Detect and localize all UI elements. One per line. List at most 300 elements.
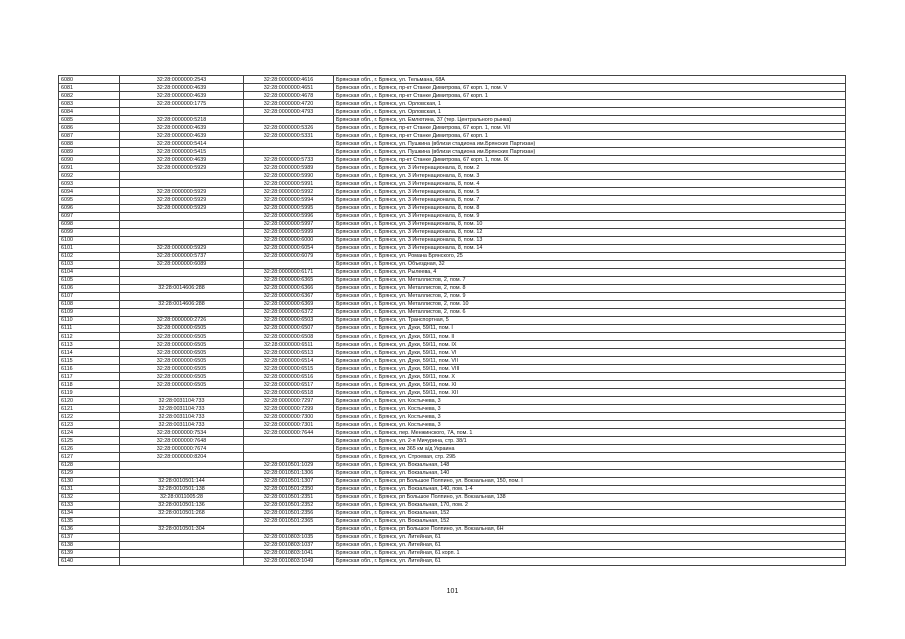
- object-cadastral-number-cell: 32:28:0000000:6000: [244, 236, 334, 244]
- row-number-cell: 6119: [59, 389, 120, 397]
- row-number-cell: 6128: [59, 461, 120, 469]
- address-cell: Брянская обл., г. Брянск, ул. 3 Интернационала, 8, пом. 2: [334, 164, 846, 172]
- parcel-cadastral-number-cell: 32:28:0000000:6505: [120, 333, 244, 341]
- table-row: [59, 84, 846, 92]
- address-cell: Брянская обл., г. Брянск, ул. Объездная, 32: [334, 260, 846, 268]
- row-number-cell: 6125: [59, 437, 120, 445]
- table-row: [59, 501, 846, 509]
- row-number-cell: 6139: [59, 549, 120, 557]
- address-cell: Брянская обл., г. Брянск, ул. Дуки, 59/11, пом. X: [334, 373, 846, 381]
- table-row: [59, 341, 846, 349]
- parcel-cadastral-number-cell: 32:28:0000000:6505: [120, 341, 244, 349]
- table-row: [59, 284, 846, 292]
- object-cadastral-number-cell: 32:28:0000000:7299: [244, 405, 334, 413]
- row-number-cell: 6123: [59, 421, 120, 429]
- address-cell: Брянская обл., г. Брянск, ул. Литейная, 61 корп. 1: [334, 549, 846, 557]
- row-number-cell: 6101: [59, 244, 120, 252]
- address-cell: Брянская обл., г. Брянск, ул. Литейная, 61: [334, 541, 846, 549]
- address-cell: Брянская обл., г. Брянск, ул. Дуки, 59/11, пом. I: [334, 324, 846, 332]
- parcel-cadastral-number-cell: 32:28:0000000:4639: [120, 156, 244, 164]
- address-cell: Брянская обл., г. Брянск, ул. Вокзальная, 140, пом. 1-4: [334, 485, 846, 493]
- address-cell: Брянская обл., г. Брянск, пр-кт Станке Димитрова, 67 корп. 1, пом. V: [334, 84, 846, 92]
- table-row: [59, 549, 846, 557]
- parcel-cadastral-number-cell: 32:28:0000000:7648: [120, 437, 244, 445]
- row-number-cell: 6096: [59, 204, 120, 212]
- parcel-cadastral-number-cell: 32:28:0031104:733: [120, 405, 244, 413]
- object-cadastral-number-cell: [244, 525, 334, 533]
- parcel-cadastral-number-cell: 32:28:0000000:5929: [120, 244, 244, 252]
- table-row: [59, 413, 846, 421]
- object-cadastral-number-cell: 32:28:0000000:5733: [244, 156, 334, 164]
- parcel-cadastral-number-cell: 32:28:0000000:5737: [120, 252, 244, 260]
- address-cell: Брянская обл., г. Брянск, ул. Вокзальная, 140: [334, 469, 846, 477]
- row-number-cell: 6134: [59, 509, 120, 517]
- table-row: [59, 421, 846, 429]
- parcel-cadastral-number-cell: 32:28:0000000:4639: [120, 84, 244, 92]
- row-number-cell: 6089: [59, 148, 120, 156]
- row-number-cell: 6090: [59, 156, 120, 164]
- address-cell: Брянская обл., г. Брянск, ул. 3 Интернационала, 8, пом. 4: [334, 180, 846, 188]
- address-cell: Брянская обл., г. Брянск, ул. Литейная, 61: [334, 533, 846, 541]
- row-number-cell: 6131: [59, 485, 120, 493]
- parcel-cadastral-number-cell: [120, 389, 244, 397]
- table-row: [59, 429, 846, 437]
- parcel-cadastral-number-cell: 32:28:0000000:5929: [120, 196, 244, 204]
- object-cadastral-number-cell: 32:28:0000000:5989: [244, 164, 334, 172]
- address-cell: Брянская обл., г. Брянск, ул. Емлютина, 37 (тер. Центрального рынка): [334, 116, 846, 124]
- object-cadastral-number-cell: 32:28:0010501:2356: [244, 509, 334, 517]
- table-row: [59, 164, 846, 172]
- table-row: [59, 405, 846, 413]
- table-row: [59, 469, 846, 477]
- address-cell: Брянская обл., г. Брянск, ул. Костычева, 3: [334, 421, 846, 429]
- address-cell: Брянская обл., г. Брянск, км 365 км а/д Украина: [334, 445, 846, 453]
- parcel-cadastral-number-cell: 32:28:0000000:5929: [120, 204, 244, 212]
- parcel-cadastral-number-cell: 32:28:0031104:733: [120, 397, 244, 405]
- object-cadastral-number-cell: 32:28:0000000:6171: [244, 268, 334, 276]
- object-cadastral-number-cell: 32:28:0000000:6518: [244, 389, 334, 397]
- parcel-cadastral-number-cell: 32:28:0000000:6505: [120, 373, 244, 381]
- address-cell: Брянская обл., г. Брянск, ул. Вокзальная, 152: [334, 509, 846, 517]
- address-cell: Брянская обл., г. Брянск, ул. Орловская, 1: [334, 100, 846, 108]
- row-number-cell: 6080: [59, 76, 120, 84]
- object-cadastral-number-cell: 32:28:0010501:2351: [244, 493, 334, 501]
- row-number-cell: 6114: [59, 349, 120, 357]
- table-row: [59, 324, 846, 332]
- address-cell: Брянская обл., г. Брянск, ул. 3 Интернационала, 8, пом. 14: [334, 244, 846, 252]
- parcel-cadastral-number-cell: 32:28:0000000:6505: [120, 365, 244, 373]
- table-row: [59, 172, 846, 180]
- address-cell: Брянская обл., г. Брянск, пр-кт Станке Димитрова, 67 корп. 1: [334, 132, 846, 140]
- address-cell: Брянская обл., г. Брянск, ул. Транспортная, 5: [334, 316, 846, 324]
- parcel-cadastral-number-cell: 32:28:0000000:7534: [120, 429, 244, 437]
- row-number-cell: 6116: [59, 365, 120, 373]
- row-number-cell: 6115: [59, 357, 120, 365]
- parcel-cadastral-number-cell: 32:28:0000000:5218: [120, 116, 244, 124]
- parcel-cadastral-number-cell: 32:28:0000000:5929: [120, 164, 244, 172]
- row-number-cell: 6105: [59, 276, 120, 284]
- address-cell: Брянская обл., г. Брянск, рп Большое Полпино, ул. Вокзальная, 150, пом. I: [334, 477, 846, 485]
- parcel-cadastral-number-cell: 32:28:0000000:6505: [120, 349, 244, 357]
- row-number-cell: 6129: [59, 469, 120, 477]
- table-row: [59, 124, 846, 132]
- object-cadastral-number-cell: 32:28:0000000:6513: [244, 349, 334, 357]
- address-cell: Брянская обл., г. Брянск, ул. Вокзальная, 148: [334, 461, 846, 469]
- parcel-cadastral-number-cell: [120, 517, 244, 525]
- object-cadastral-number-cell: 32:28:0000000:6367: [244, 292, 334, 300]
- row-number-cell: 6092: [59, 172, 120, 180]
- object-cadastral-number-cell: [244, 453, 334, 461]
- row-number-cell: 6140: [59, 557, 120, 565]
- table-row: [59, 333, 846, 341]
- row-number-cell: 6127: [59, 453, 120, 461]
- parcel-cadastral-number-cell: 32:28:0010501:144: [120, 477, 244, 485]
- object-cadastral-number-cell: 32:28:0000000:7297: [244, 397, 334, 405]
- object-cadastral-number-cell: [244, 116, 334, 124]
- object-cadastral-number-cell: [244, 437, 334, 445]
- table-row: [59, 493, 846, 501]
- address-cell: Брянская обл., г. Брянск, ул. 3 Интернационала, 8, пом. 3: [334, 172, 846, 180]
- parcel-cadastral-number-cell: [120, 212, 244, 220]
- object-cadastral-number-cell: 32:28:0000000:5990: [244, 172, 334, 180]
- row-number-cell: 6106: [59, 284, 120, 292]
- address-cell: Брянская обл., г. Брянск, ул. Дуки, 59/11, пом. XI: [334, 381, 846, 389]
- object-cadastral-number-cell: 32:28:0010501:2352: [244, 501, 334, 509]
- parcel-cadastral-number-cell: 32:28:0031104:733: [120, 413, 244, 421]
- table-row: [59, 252, 846, 260]
- row-number-cell: 6113: [59, 341, 120, 349]
- object-cadastral-number-cell: 32:28:0000000:5996: [244, 212, 334, 220]
- row-number-cell: 6108: [59, 300, 120, 308]
- parcel-cadastral-number-cell: [120, 180, 244, 188]
- object-cadastral-number-cell: 32:28:0010803:1037: [244, 541, 334, 549]
- table-row: [59, 228, 846, 236]
- object-cadastral-number-cell: 32:28:0000000:6511: [244, 341, 334, 349]
- row-number-cell: 6091: [59, 164, 120, 172]
- object-cadastral-number-cell: 32:28:0010803:1049: [244, 557, 334, 565]
- object-cadastral-number-cell: 32:28:0000000:5999: [244, 228, 334, 236]
- row-number-cell: 6138: [59, 541, 120, 549]
- object-cadastral-number-cell: [244, 148, 334, 156]
- table-row: [59, 188, 846, 196]
- row-number-cell: 6136: [59, 525, 120, 533]
- address-cell: Брянская обл., г. Брянск, ул. Пушкина (вблизи стадиона им.Брянских Партизан): [334, 148, 846, 156]
- address-cell: Брянская обл., г. Брянск, рп Большое Полпино, ул. Вокзальная, 138: [334, 493, 846, 501]
- table-row: [59, 461, 846, 469]
- row-number-cell: 6111: [59, 324, 120, 332]
- object-cadastral-number-cell: 32:28:0000000:5331: [244, 132, 334, 140]
- object-cadastral-number-cell: 32:28:0000000:5994: [244, 196, 334, 204]
- address-cell: Брянская обл., г. Брянск, ул. Орловская, 1: [334, 108, 846, 116]
- table-row: [59, 268, 846, 276]
- row-number-cell: 6118: [59, 381, 120, 389]
- object-cadastral-number-cell: 32:28:0000000:4616: [244, 76, 334, 84]
- row-number-cell: 6135: [59, 517, 120, 525]
- row-number-cell: 6093: [59, 180, 120, 188]
- object-cadastral-number-cell: 32:28:0000000:5997: [244, 220, 334, 228]
- row-number-cell: 6109: [59, 308, 120, 316]
- table-row: [59, 541, 846, 549]
- object-cadastral-number-cell: 32:28:0000000:7300: [244, 413, 334, 421]
- parcel-cadastral-number-cell: [120, 268, 244, 276]
- row-number-cell: 6082: [59, 92, 120, 100]
- object-cadastral-number-cell: 32:28:0000000:5992: [244, 188, 334, 196]
- object-cadastral-number-cell: 32:28:0000000:4678: [244, 92, 334, 100]
- object-cadastral-number-cell: 32:28:0000000:5991: [244, 180, 334, 188]
- parcel-cadastral-number-cell: [120, 276, 244, 284]
- row-number-cell: 6130: [59, 477, 120, 485]
- table-row: [59, 260, 846, 268]
- parcel-cadastral-number-cell: 32:28:0000000:4639: [120, 124, 244, 132]
- address-cell: Брянская обл., г. Брянск, ул. Костычева, 3: [334, 413, 846, 421]
- table-row: [59, 381, 846, 389]
- address-cell: Брянская обл., г. Брянск, ул. 3 Интернационала, 8, пом. 10: [334, 220, 846, 228]
- table-row: [59, 349, 846, 357]
- address-cell: Брянская обл., г. Брянск, ул. Строевая, стр. 29Б: [334, 453, 846, 461]
- object-cadastral-number-cell: 32:28:0010501:2365: [244, 517, 334, 525]
- parcel-cadastral-number-cell: [120, 308, 244, 316]
- object-cadastral-number-cell: 32:28:0000000:7301: [244, 421, 334, 429]
- row-number-cell: 6112: [59, 333, 120, 341]
- address-cell: Брянская обл., г. Брянск, ул. 3 Интернационала, 8, пом. 12: [334, 228, 846, 236]
- parcel-cadastral-number-cell: [120, 469, 244, 477]
- row-number-cell: 6121: [59, 405, 120, 413]
- parcel-cadastral-number-cell: 32:28:0000000:6505: [120, 357, 244, 365]
- address-cell: Брянская обл., г. Брянск, ул. 3 Интернационала, 8, пом. 5: [334, 188, 846, 196]
- object-cadastral-number-cell: 32:28:0000000:5326: [244, 124, 334, 132]
- table-row: [59, 92, 846, 100]
- object-cadastral-number-cell: 32:28:0010501:1029: [244, 461, 334, 469]
- parcel-cadastral-number-cell: [120, 549, 244, 557]
- object-cadastral-number-cell: 32:28:0000000:4720: [244, 100, 334, 108]
- parcel-cadastral-number-cell: 32:28:0011005:28: [120, 493, 244, 501]
- row-number-cell: 6084: [59, 108, 120, 116]
- object-cadastral-number-cell: [244, 140, 334, 148]
- object-cadastral-number-cell: 32:28:0000000:6369: [244, 300, 334, 308]
- table-row: [59, 220, 846, 228]
- address-cell: Брянская обл., г. Брянск, ул. 3 Интернационала, 8, пом. 9: [334, 212, 846, 220]
- address-cell: Брянская обл., г. Брянск, ул. Дуки, 59/11, пом. XII: [334, 389, 846, 397]
- address-cell: Брянская обл., г. Брянск, ул. Романа Брянского, 25: [334, 252, 846, 260]
- object-cadastral-number-cell: 32:28:0010803:1041: [244, 549, 334, 557]
- parcel-cadastral-number-cell: [120, 220, 244, 228]
- row-number-cell: 6126: [59, 445, 120, 453]
- address-cell: Брянская обл., г. Брянск, ул. Металлистов, 2, пом. 10: [334, 300, 846, 308]
- row-number-cell: 6102: [59, 252, 120, 260]
- object-cadastral-number-cell: 32:28:0000000:6503: [244, 316, 334, 324]
- table-row: [59, 132, 846, 140]
- table-row: [59, 276, 846, 284]
- page-number: 101: [446, 588, 459, 595]
- parcel-cadastral-number-cell: 32:28:0000000:2543: [120, 76, 244, 84]
- table-row: [59, 316, 846, 324]
- object-cadastral-number-cell: 32:28:0000000:6054: [244, 244, 334, 252]
- parcel-cadastral-number-cell: 32:28:0000000:4639: [120, 92, 244, 100]
- row-number-cell: 6087: [59, 132, 120, 140]
- table-row: [59, 236, 846, 244]
- table-row: [59, 365, 846, 373]
- table-row: [59, 100, 846, 108]
- table-row: [59, 517, 846, 525]
- address-cell: Брянская обл., г. Брянск, ул. Металлистов, 2, пом. 7: [334, 276, 846, 284]
- parcel-cadastral-number-cell: [120, 292, 244, 300]
- row-number-cell: 6110: [59, 316, 120, 324]
- address-cell: Брянская обл., г. Брянск, пр-кт Станке Димитрова, 67 корп. 1: [334, 92, 846, 100]
- parcel-cadastral-number-cell: [120, 557, 244, 565]
- row-number-cell: 6086: [59, 124, 120, 132]
- object-cadastral-number-cell: 32:28:0000000:6365: [244, 276, 334, 284]
- parcel-cadastral-number-cell: 32:28:0010501:268: [120, 509, 244, 517]
- address-cell: Брянская обл., г. Брянск, пр-кт Станке Димитрова, 67 корп. 1, пом. VII: [334, 124, 846, 132]
- object-cadastral-number-cell: 32:28:0000000:6514: [244, 357, 334, 365]
- table-row: [59, 300, 846, 308]
- parcel-cadastral-number-cell: 32:28:0014606:288: [120, 300, 244, 308]
- address-cell: Брянская обл., г. Брянск, ул. Пушкина (вблизи стадиона им.Брянских Партизан): [334, 140, 846, 148]
- address-cell: Брянская обл., г. Брянск, ул. Литейная, 61: [334, 557, 846, 565]
- table-row: [59, 373, 846, 381]
- row-number-cell: 6132: [59, 493, 120, 501]
- parcel-cadastral-number-cell: 32:28:0010501:304: [120, 525, 244, 533]
- table-row: [59, 108, 846, 116]
- table-row: [59, 437, 846, 445]
- address-cell: Брянская обл., г. Брянск, ул. Вокзальная, 152: [334, 517, 846, 525]
- address-cell: Брянская обл., г. Брянск, ул. Металлистов, 2, пом. 6: [334, 308, 846, 316]
- object-cadastral-number-cell: 32:28:0000000:5995: [244, 204, 334, 212]
- address-cell: Брянская обл., г. Брянск, ул. Дуки, 59/11, пом. VII: [334, 357, 846, 365]
- address-cell: Брянская обл., г. Брянск, ул. Рылеева, 4: [334, 268, 846, 276]
- parcel-cadastral-number-cell: [120, 541, 244, 549]
- address-cell: Брянская обл., г. Брянск, ул. Костычева, 3: [334, 397, 846, 405]
- address-cell: Брянская обл., г. Брянск, ул. Дуки, 59/11, пом. II: [334, 333, 846, 341]
- parcel-cadastral-number-cell: 32:28:0000000:6089: [120, 260, 244, 268]
- table-row: [59, 140, 846, 148]
- row-number-cell: 6088: [59, 140, 120, 148]
- object-cadastral-number-cell: 32:28:0000000:6515: [244, 365, 334, 373]
- parcel-cadastral-number-cell: [120, 236, 244, 244]
- table-row: [59, 389, 846, 397]
- object-cadastral-number-cell: 32:28:0000000:4793: [244, 108, 334, 116]
- parcel-cadastral-number-cell: [120, 108, 244, 116]
- parcel-cadastral-number-cell: 32:28:0000000:4639: [120, 132, 244, 140]
- object-cadastral-number-cell: 32:28:0000000:6517: [244, 381, 334, 389]
- parcel-cadastral-number-cell: 32:28:0000000:5414: [120, 140, 244, 148]
- table-row: [59, 148, 846, 156]
- cadastral-registry-table: [58, 75, 846, 566]
- parcel-cadastral-number-cell: 32:28:0000000:1775: [120, 100, 244, 108]
- object-cadastral-number-cell: 32:28:0010501:1307: [244, 477, 334, 485]
- registry-table-body: [59, 76, 846, 566]
- row-number-cell: 6133: [59, 501, 120, 509]
- row-number-cell: 6085: [59, 116, 120, 124]
- address-cell: Брянская обл., г. Брянск, ул. Тельмана, 68А: [334, 76, 846, 84]
- object-cadastral-number-cell: 32:28:0000000:6079: [244, 252, 334, 260]
- parcel-cadastral-number-cell: 32:28:0000000:7674: [120, 445, 244, 453]
- address-cell: Брянская обл., г. Брянск, ул. Металлистов, 2, пом. 8: [334, 284, 846, 292]
- table-row: [59, 204, 846, 212]
- row-number-cell: 6097: [59, 212, 120, 220]
- parcel-cadastral-number-cell: 32:28:0010501:138: [120, 485, 244, 493]
- address-cell: Брянская обл., г. Брянск, ул. 3 Интернационала, 8, пом. 8: [334, 204, 846, 212]
- parcel-cadastral-number-cell: 32:28:0014606:288: [120, 284, 244, 292]
- parcel-cadastral-number-cell: [120, 533, 244, 541]
- object-cadastral-number-cell: 32:28:0010803:1035: [244, 533, 334, 541]
- parcel-cadastral-number-cell: 32:28:0000000:2726: [120, 316, 244, 324]
- table-row: [59, 116, 846, 124]
- row-number-cell: 6099: [59, 228, 120, 236]
- row-number-cell: 6137: [59, 533, 120, 541]
- table-row: [59, 212, 846, 220]
- row-number-cell: 6117: [59, 373, 120, 381]
- object-cadastral-number-cell: 32:28:0000000:7644: [244, 429, 334, 437]
- address-cell: Брянская обл., г. Брянск, ул. Дуки, 59/11, пом. VIII: [334, 365, 846, 373]
- table-row: [59, 509, 846, 517]
- object-cadastral-number-cell: [244, 260, 334, 268]
- row-number-cell: 6100: [59, 236, 120, 244]
- row-number-cell: 6107: [59, 292, 120, 300]
- table-row: [59, 76, 846, 84]
- parcel-cadastral-number-cell: 32:28:0010501:136: [120, 501, 244, 509]
- address-cell: Брянская обл., г. Брянск, ул. Костычева, 3: [334, 405, 846, 413]
- object-cadastral-number-cell: 32:28:0000000:6366: [244, 284, 334, 292]
- address-cell: Брянская обл., г. Брянск, пр-кт Станке Димитрова, 67 корп. 1, пом. IX: [334, 156, 846, 164]
- parcel-cadastral-number-cell: 32:28:0000000:5929: [120, 188, 244, 196]
- table-row: [59, 308, 846, 316]
- object-cadastral-number-cell: 32:28:0000000:6372: [244, 308, 334, 316]
- table-row: [59, 180, 846, 188]
- row-number-cell: 6094: [59, 188, 120, 196]
- row-number-cell: 6098: [59, 220, 120, 228]
- address-cell: Брянская обл., г. Брянск, ул. 2-я Мичурина, стр. 38/1: [334, 437, 846, 445]
- address-cell: Брянская обл., г. Брянск, пер. Менжинского, 7А, пом. 1: [334, 429, 846, 437]
- row-number-cell: 6103: [59, 260, 120, 268]
- parcel-cadastral-number-cell: 32:28:0000000:5415: [120, 148, 244, 156]
- row-number-cell: 6104: [59, 268, 120, 276]
- row-number-cell: 6095: [59, 196, 120, 204]
- address-cell: Брянская обл., г. Брянск, ул. Металлистов, 2, пом. 9: [334, 292, 846, 300]
- object-cadastral-number-cell: 32:28:0000000:4651: [244, 84, 334, 92]
- parcel-cadastral-number-cell: 32:28:0000000:8204: [120, 453, 244, 461]
- table-row: [59, 485, 846, 493]
- table-row: [59, 453, 846, 461]
- table-row: [59, 533, 846, 541]
- row-number-cell: 6122: [59, 413, 120, 421]
- table-row: [59, 525, 846, 533]
- table-row: [59, 557, 846, 565]
- object-cadastral-number-cell: 32:28:0000000:6516: [244, 373, 334, 381]
- object-cadastral-number-cell: 32:28:0010501:2350: [244, 485, 334, 493]
- table-row: [59, 357, 846, 365]
- table-row: [59, 244, 846, 252]
- table-row: [59, 292, 846, 300]
- parcel-cadastral-number-cell: [120, 228, 244, 236]
- row-number-cell: 6120: [59, 397, 120, 405]
- address-cell: Брянская обл., г. Брянск, ул. Дуки, 59/11, пом. VI: [334, 349, 846, 357]
- address-cell: Брянская обл., г. Брянск, ул. 3 Интернационала, 8, пом. 7: [334, 196, 846, 204]
- table-row: [59, 397, 846, 405]
- object-cadastral-number-cell: 32:28:0000000:6507: [244, 324, 334, 332]
- parcel-cadastral-number-cell: 32:28:0000000:6505: [120, 324, 244, 332]
- row-number-cell: 6081: [59, 84, 120, 92]
- parcel-cadastral-number-cell: [120, 172, 244, 180]
- row-number-cell: 6083: [59, 100, 120, 108]
- address-cell: Брянская обл., г. Брянск, ул. 3 Интернационала, 8, пом. 13: [334, 236, 846, 244]
- table-row: [59, 477, 846, 485]
- object-cadastral-number-cell: [244, 445, 334, 453]
- object-cadastral-number-cell: 32:28:0000000:6508: [244, 333, 334, 341]
- parcel-cadastral-number-cell: [120, 461, 244, 469]
- address-cell: Брянская обл., г. Брянск, ул. Дуки, 59/11, пом. IX: [334, 341, 846, 349]
- row-number-cell: 6124: [59, 429, 120, 437]
